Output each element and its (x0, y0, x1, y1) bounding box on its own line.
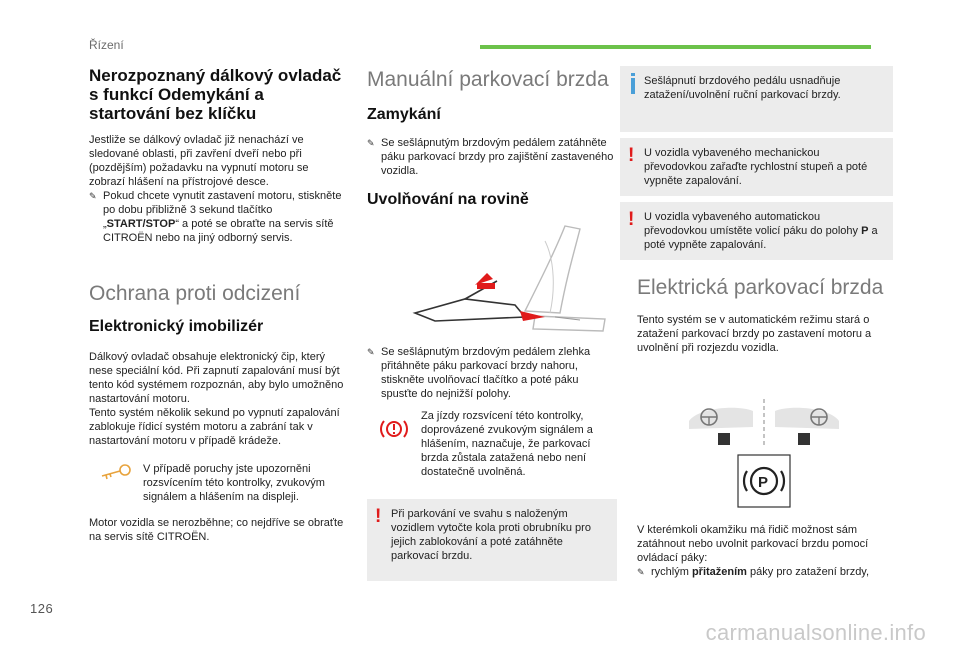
section-label: Řízení (89, 38, 124, 52)
paragraph-engine-wont-start: Motor vozidla se nerozběhne; co nejdříve se obraťte na servis sítě CITROËN. (89, 517, 344, 543)
column-middle (367, 66, 617, 581)
heading-unrecognised-remote: Nerozpoznaný dálkový ovladač s funkcí Odemykání a startování bez klíčku (89, 66, 342, 123)
heading-applying: Zamykání (367, 106, 441, 123)
page-number: 126 (30, 601, 54, 616)
bullet-arrow-icon: ✎ (637, 567, 645, 577)
brake-pedal-info-box: Sešlápnutí brzdového pedálu usnadňuje zatažení/uvolnění ruční parkovací brzdy. (620, 66, 893, 132)
key-warning-icon (89, 462, 143, 504)
svg-text:P: P (758, 474, 769, 491)
gear-p-label: P (861, 225, 869, 237)
paragraph-remote-out-of-range: Jestliže se dálkový ovladač již nenachází ve sledované oblasti, při zavření dveří nebo při (pozdějším) požadavku na vypnutí motoru se zobrazí hlášení na přístrojové desce. (89, 134, 309, 188)
brake-control-illustration (689, 397, 839, 509)
bullet-release-brake: ✎ Se sešlápnutým brzdovým pedálem zlehka přitáhněte páku parkovací brzdy nahoru, stiskněte uvolňovací tlačítko a poté páku spusťte do nejnižší polohy. (367, 346, 591, 400)
bullet-force-stop: ✎ Pokud chcete vynutit zastavení motoru, stiskněte po dobu přibližně 3 sekund tlačítko „START/STOP“ a poté se obraťte na servis sítě CITROËN nebo na jiný odborný servis. (89, 190, 342, 244)
column-left (89, 66, 344, 544)
section-accent-bar (480, 45, 871, 49)
manual-gearbox-warning-box: ! U vozidla vybaveného mechanickou převodovkou zařaďte rychlostní stupeň a poté vypněte zapalování. (620, 138, 893, 196)
paragraph-manual-control: V kterémkoli okamžiku má řidič možnost sám zatáhnout nebo uvolnit parkovací brzdu pomocí ovládací páky: (637, 524, 869, 564)
heading-electric-parking-brake: Elektrická parkovací brzda (637, 276, 884, 299)
paragraph-automatic-mode: Tento systém se v automatickém režimu stará o zatažení parkovací brzdy po zastavení motoru a uvolnění při rozjezdu vozidla. (637, 314, 872, 354)
bullet-apply-brake: ✎ Se sešlápnutým brzdovým pedálem zatáhněte páku parkovací brzdy pro zajištění zastaveného vozidla. (367, 137, 614, 177)
heading-electronic-immobiliser: Elektronický imobilizér (89, 318, 264, 335)
warning-exclamation-icon: ! (628, 209, 635, 230)
warning-exclamation-icon: ! (628, 145, 635, 166)
bullet-arrow-icon: ✎ (367, 347, 375, 357)
paragraph-immobiliser-chip: Dálkový ovladač obsahuje elektronický čip, který nese speciální kód. Při zapnutí zapalování musí být tento kód systémem rozpoznán, aby bylo umožněno nastartování motoru. (89, 351, 344, 405)
heading-releasing-level: Uvolňování na rovině (367, 191, 529, 208)
column-right (628, 66, 893, 579)
bullet-arrow-icon: ✎ (367, 138, 375, 148)
slope-parking-warning-box: ! Při parkování ve svahu s naloženým vozidlem vytočte kola proti obrubníku pro jejich zablokování a poté zatáhněte parkovací brzdu. (367, 499, 617, 581)
brake-warning-note: Za jízdy rozsvícení této kontrolky, doprovázené zvukovým signálem a hlášením, naznačuje, že parkovací brzda zůstala zatažená nebo není dostatečně uvolněná. (367, 409, 617, 479)
bullet-quick-pull: ✎ rychlým přitažením páky pro zatažení brzdy, (637, 566, 870, 578)
watermark-text: carmanualsonline.info (705, 620, 926, 645)
paragraph-immobiliser-lock: Tento systém několik sekund po vypnutí zapalování zablokuje řídicí systém motoru a zabrání tak v nastartování motoru v případě krádeže. (89, 407, 340, 447)
heading-manual-parking-brake: Manuální parkovací brzda (367, 68, 609, 91)
warning-exclamation-icon: ! (375, 506, 382, 527)
info-icon (631, 78, 635, 94)
brake-lever-illustration (405, 221, 615, 341)
start-stop-label: START/STOP (106, 218, 176, 230)
heading-theft-protection: Ochrana proti odcizení (89, 282, 301, 305)
automatic-gearbox-warning-box: ! U vozidla vybaveného automatickou převodovkou umístěte volicí páku do polohy P a poté vypněte zapalování. (620, 202, 893, 260)
key-warning-note: V případě poruchy jste upozorněni rozsvícením této kontrolky, zvukovým signálem a hlášením na displeji. (89, 462, 344, 504)
bullet-arrow-icon: ✎ (89, 191, 97, 201)
brake-warning-lamp-icon (367, 409, 421, 479)
pull-label: přitažením (691, 566, 747, 578)
